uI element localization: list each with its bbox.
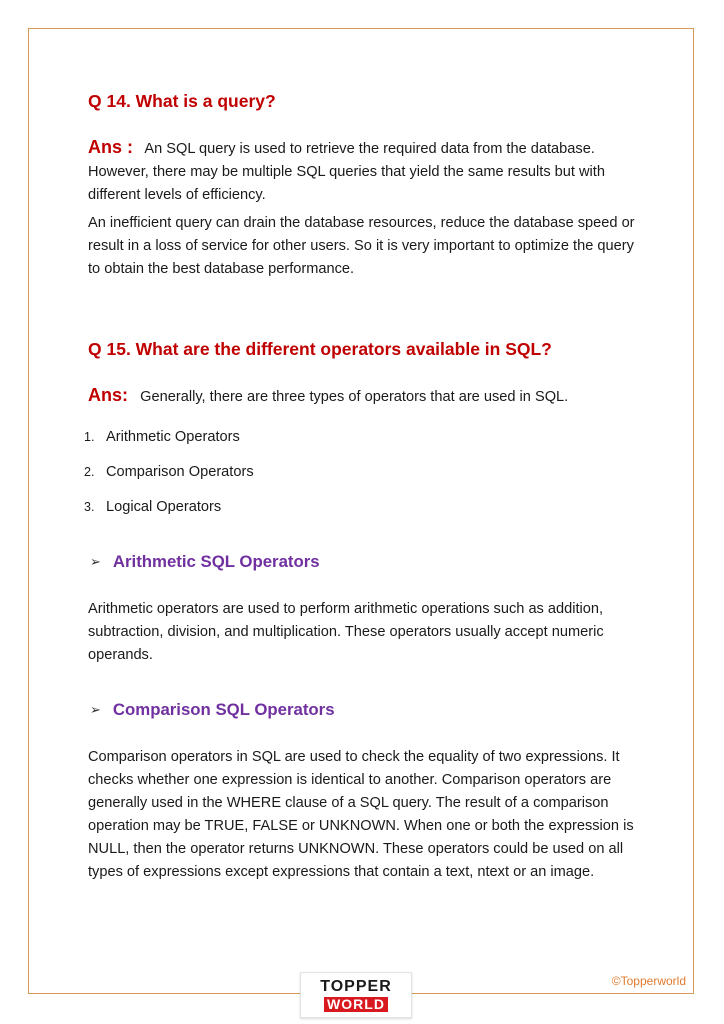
answer-label: Ans : [88,137,133,157]
answer-14-text: An SQL query is used to retrieve the required data from the database. However, there may be multiple SQL queries that yield the same results but with different levels of efficiency. [88,141,605,203]
list-item [84,496,254,531]
list-number: 2. [84,465,95,479]
logo-bottom-text: WORLD [324,997,388,1012]
logo-top-text: TOPPER [320,978,392,995]
list-text: Arithmetic Operators [106,429,240,445]
list-text: Logical Operators [106,499,222,515]
topperworld-logo [300,972,412,1018]
list-text: Comparison Operators [106,464,254,480]
answer-14-paragraph [88,136,648,207]
operator-types-list [84,426,254,531]
comparison-subheading [90,700,335,720]
question-14-heading: Q 14. What is a query? [88,91,276,111]
copyright-text: ©Topperworld [611,974,686,988]
arithmetic-paragraph: Arithmetic operators are used to perform arithmetic operations such as addition, subtraction, division, and multiplication. These operators usually accept numeric operands. [88,601,604,663]
arrow-bullet-icon: ➢ [90,702,101,717]
arrow-bullet-icon: ➢ [90,554,101,569]
list-number: 1. [84,430,95,444]
comparison-paragraph: Comparison operators in SQL are used to check the equality of two expressions. It checks whether one expression is identical to another. Comparison operators are generally used in the WHERE clause of a SQL query. The result of a comparison operation may be TRUE, FALSE or UNKNOWN. When one or both the expression is NULL, then the operator returns UNKNOWN. These operators could be used on all types of expressions except expressions that contain a text, ntext or an image. [88,749,634,880]
answer-14-paragraph-2: An inefficient query can drain the database resources, reduce the database speed or result in a loss of service for other users. So it is very important to optimize the query to obtain the best database performance. [88,215,635,277]
answer-15-paragraph [88,384,568,409]
comparison-heading-text: Comparison SQL Operators [112,700,335,719]
arithmetic-subheading [90,552,320,572]
answer-label: Ans: [88,385,128,405]
question-15-heading: Q 15. What are the different operators available in SQL? [88,339,552,359]
list-item [84,461,254,496]
list-item [84,426,254,461]
list-number: 3. [84,500,95,514]
arithmetic-heading-text: Arithmetic SQL Operators [112,552,320,571]
answer-15-text: Generally, there are three types of operators that are used in SQL. [140,389,569,405]
